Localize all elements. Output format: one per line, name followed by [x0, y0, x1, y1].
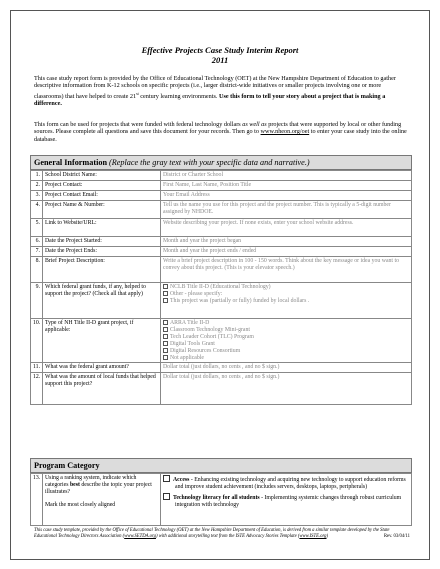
table-row [31, 283, 412, 319]
program-category-table [30, 473, 412, 526]
row-input-field[interactable]: First Name, Last Name, Position Title [161, 181, 412, 191]
row-label: Project Contact Email: [43, 191, 161, 201]
row-input-field[interactable]: Month and year the project began [161, 237, 412, 247]
intro-text: This case study report form is provided by the Office of Educational Technology (OET) at the New Hampshire Department of Education to gather descriptive information from K-12 schools on specific projects (i.e., larger district-wide initiatives or smaller projects involving one or more classrooms) that have helped to create 21 [34, 75, 396, 100]
checkbox[interactable] [163, 355, 168, 360]
table-row [31, 363, 412, 373]
report-title [11, 45, 429, 65]
checkbox[interactable] [163, 320, 168, 325]
section-title: General Information [34, 158, 107, 167]
row-label: Date the Project Ends: [43, 247, 161, 257]
table-row [31, 319, 412, 363]
intro-text: projects that were supported by local or other funding sources. Please complete all questions and save this document for your records. Then go to [34, 121, 402, 136]
row-number: 2. [31, 181, 43, 191]
row-input-field[interactable]: Website describing your project. If none exists, enter your school website address. [161, 219, 412, 237]
checkbox[interactable] [163, 348, 168, 353]
checkbox[interactable] [163, 341, 168, 346]
option-other[interactable]: Other - please specify: [163, 291, 409, 298]
table-row [31, 373, 412, 405]
general-information-header [30, 155, 412, 170]
table-row [31, 237, 412, 247]
grant-funds-options [161, 283, 412, 319]
row-label: Project Name & Number: [43, 201, 161, 219]
row-label: Link to Website/URL: [43, 219, 161, 237]
row-input-field[interactable]: Month and year the project ends / ended [161, 247, 412, 257]
option-local[interactable]: This project was (partially or fully) funded by local dollars . [163, 298, 409, 305]
row-number: 12. [31, 373, 43, 405]
title-line-2: 2011 [211, 55, 229, 65]
intro-italic: as well as [242, 121, 267, 128]
row-input-field[interactable]: District or Charter School [161, 171, 412, 181]
row-number: 11. [31, 363, 43, 373]
table-row [31, 191, 412, 201]
intro-paragraph-1 [34, 75, 410, 108]
title-line-1: Effective Projects Case Study Interim Report [141, 45, 299, 55]
document-page [10, 10, 430, 560]
row-label: Brief Project Description: [43, 257, 161, 283]
option-digital-resources[interactable]: Digital Resources Consortium [163, 348, 409, 355]
oet-link[interactable]: www.nheon.org/oet [260, 128, 310, 136]
option-nclb[interactable]: NCLB Title II-D (Educational Technology) [163, 284, 409, 291]
row-number: 7. [31, 247, 43, 257]
row-label: What was the federal grant amount? [43, 363, 161, 373]
table-row [31, 171, 412, 181]
iste-link[interactable]: www.ISTE.org [299, 533, 327, 539]
row-number: 6. [31, 237, 43, 247]
checkbox[interactable] [163, 298, 168, 303]
row-label: Type of NH Title II-D grant project, if applicable: [43, 319, 161, 363]
row-label: Project Contact: [43, 181, 161, 191]
category-options [161, 474, 412, 526]
row-input-field[interactable]: Your Email Address [161, 191, 412, 201]
table-row [31, 201, 412, 219]
best-emphasis: best [69, 481, 80, 488]
option-access[interactable]: Access - Enhancing existing technology and acquiring new technology to support education reforms and improve student achievement (includes servers, desktops, laptops, peripherals) [163, 475, 409, 491]
option-not-applicable[interactable]: Not applicable [163, 355, 409, 362]
program-category-header [30, 458, 412, 473]
row-label: School District Name: [43, 171, 161, 181]
table-row [31, 257, 412, 283]
row-number: 5. [31, 219, 43, 237]
row-note: Mark the most closely aligned [45, 501, 116, 508]
checkbox[interactable] [163, 291, 168, 296]
row-label: Which federal grant funds, if any, helped to support the project? (Check all that apply) [43, 283, 161, 319]
intro-text: This form can be used for projects that were funded with federal technology dollars [34, 121, 241, 128]
table-row [31, 219, 412, 237]
option-arra[interactable]: ARRA Title II-D [163, 320, 409, 327]
row-label: What was the amount of local funds that helped support this project? [43, 373, 161, 405]
checkbox[interactable] [163, 327, 168, 332]
row-number: 3. [31, 191, 43, 201]
option-tech-literacy[interactable]: Technology literacy for all students - Implementing systemic changes through robust curriculum integration with technology [163, 493, 409, 509]
grant-type-options [161, 319, 412, 363]
intro-text-b: century learning environments. [138, 92, 218, 100]
checkbox[interactable] [163, 475, 170, 482]
footer: This case study template, provided by the Office of Educational Technology (OET) at the New Hampshire Department of Education, is derived from a similar template developed by the State Educational Technology Directors Association (www.SETDA.org) with additional storytelling text from the ISTE Advocacy Stories Template (www.ISTE.org) Rev. 03/04/11 [34, 528, 410, 539]
table-row [31, 181, 412, 191]
option-tlc[interactable]: Tech Leader Cohort (TLC) Program [163, 334, 409, 341]
federal-amount-field[interactable]: Dollar total (just dollars, no cents , and no $ sign.) [161, 363, 412, 373]
option-digital-tools[interactable]: Digital Tools Grant [163, 341, 409, 348]
row-number: 1. [31, 171, 43, 181]
section-note: (Replace the gray text with your specific data and narrative.) [109, 158, 310, 167]
general-information-table [30, 170, 412, 405]
table-row [31, 247, 412, 257]
option-mini-grant[interactable]: Classroom Technology Mini-grant [163, 327, 409, 334]
row-label: Date the Project Started: [43, 237, 161, 247]
setda-link[interactable]: www.SETDA.org [124, 533, 156, 539]
row-number: 8. [31, 257, 43, 283]
local-amount-field[interactable]: Dollar total (just dollars, no cents , and no $ sign.) [161, 373, 412, 405]
row-input-field[interactable]: Write a brief project description in 100 - 150 words. Think about the key message or idea you want to convey about this project. (This is your elevator speech.) [161, 257, 412, 283]
revision-date: Rev. 03/04/11 [383, 533, 410, 539]
section-title: Program Category [34, 461, 100, 470]
intro-sup: st [136, 90, 139, 96]
row-number: 9. [31, 283, 43, 319]
row-label: Using a ranking system, indicate which categories best describe the topic your project illustrates? Mark the most closely aligned [43, 474, 161, 526]
intro-emphasis: Use this form to tell your story about a project that is making a difference. [34, 92, 386, 108]
row-number: 10. [31, 319, 43, 363]
table-row [31, 474, 412, 526]
intro-paragraph-2 [34, 121, 410, 143]
row-number: 4. [31, 201, 43, 219]
checkbox[interactable] [163, 493, 170, 500]
intro-text: to enter your case study into the online database. [34, 128, 407, 143]
checkbox[interactable] [163, 284, 168, 289]
row-number: 13. [31, 474, 43, 526]
checkbox[interactable] [163, 334, 168, 339]
row-input-field[interactable]: Tell us the name you use for this project and the project number. This is typically a 5-digit number assigned by NHDOE. [161, 201, 412, 219]
